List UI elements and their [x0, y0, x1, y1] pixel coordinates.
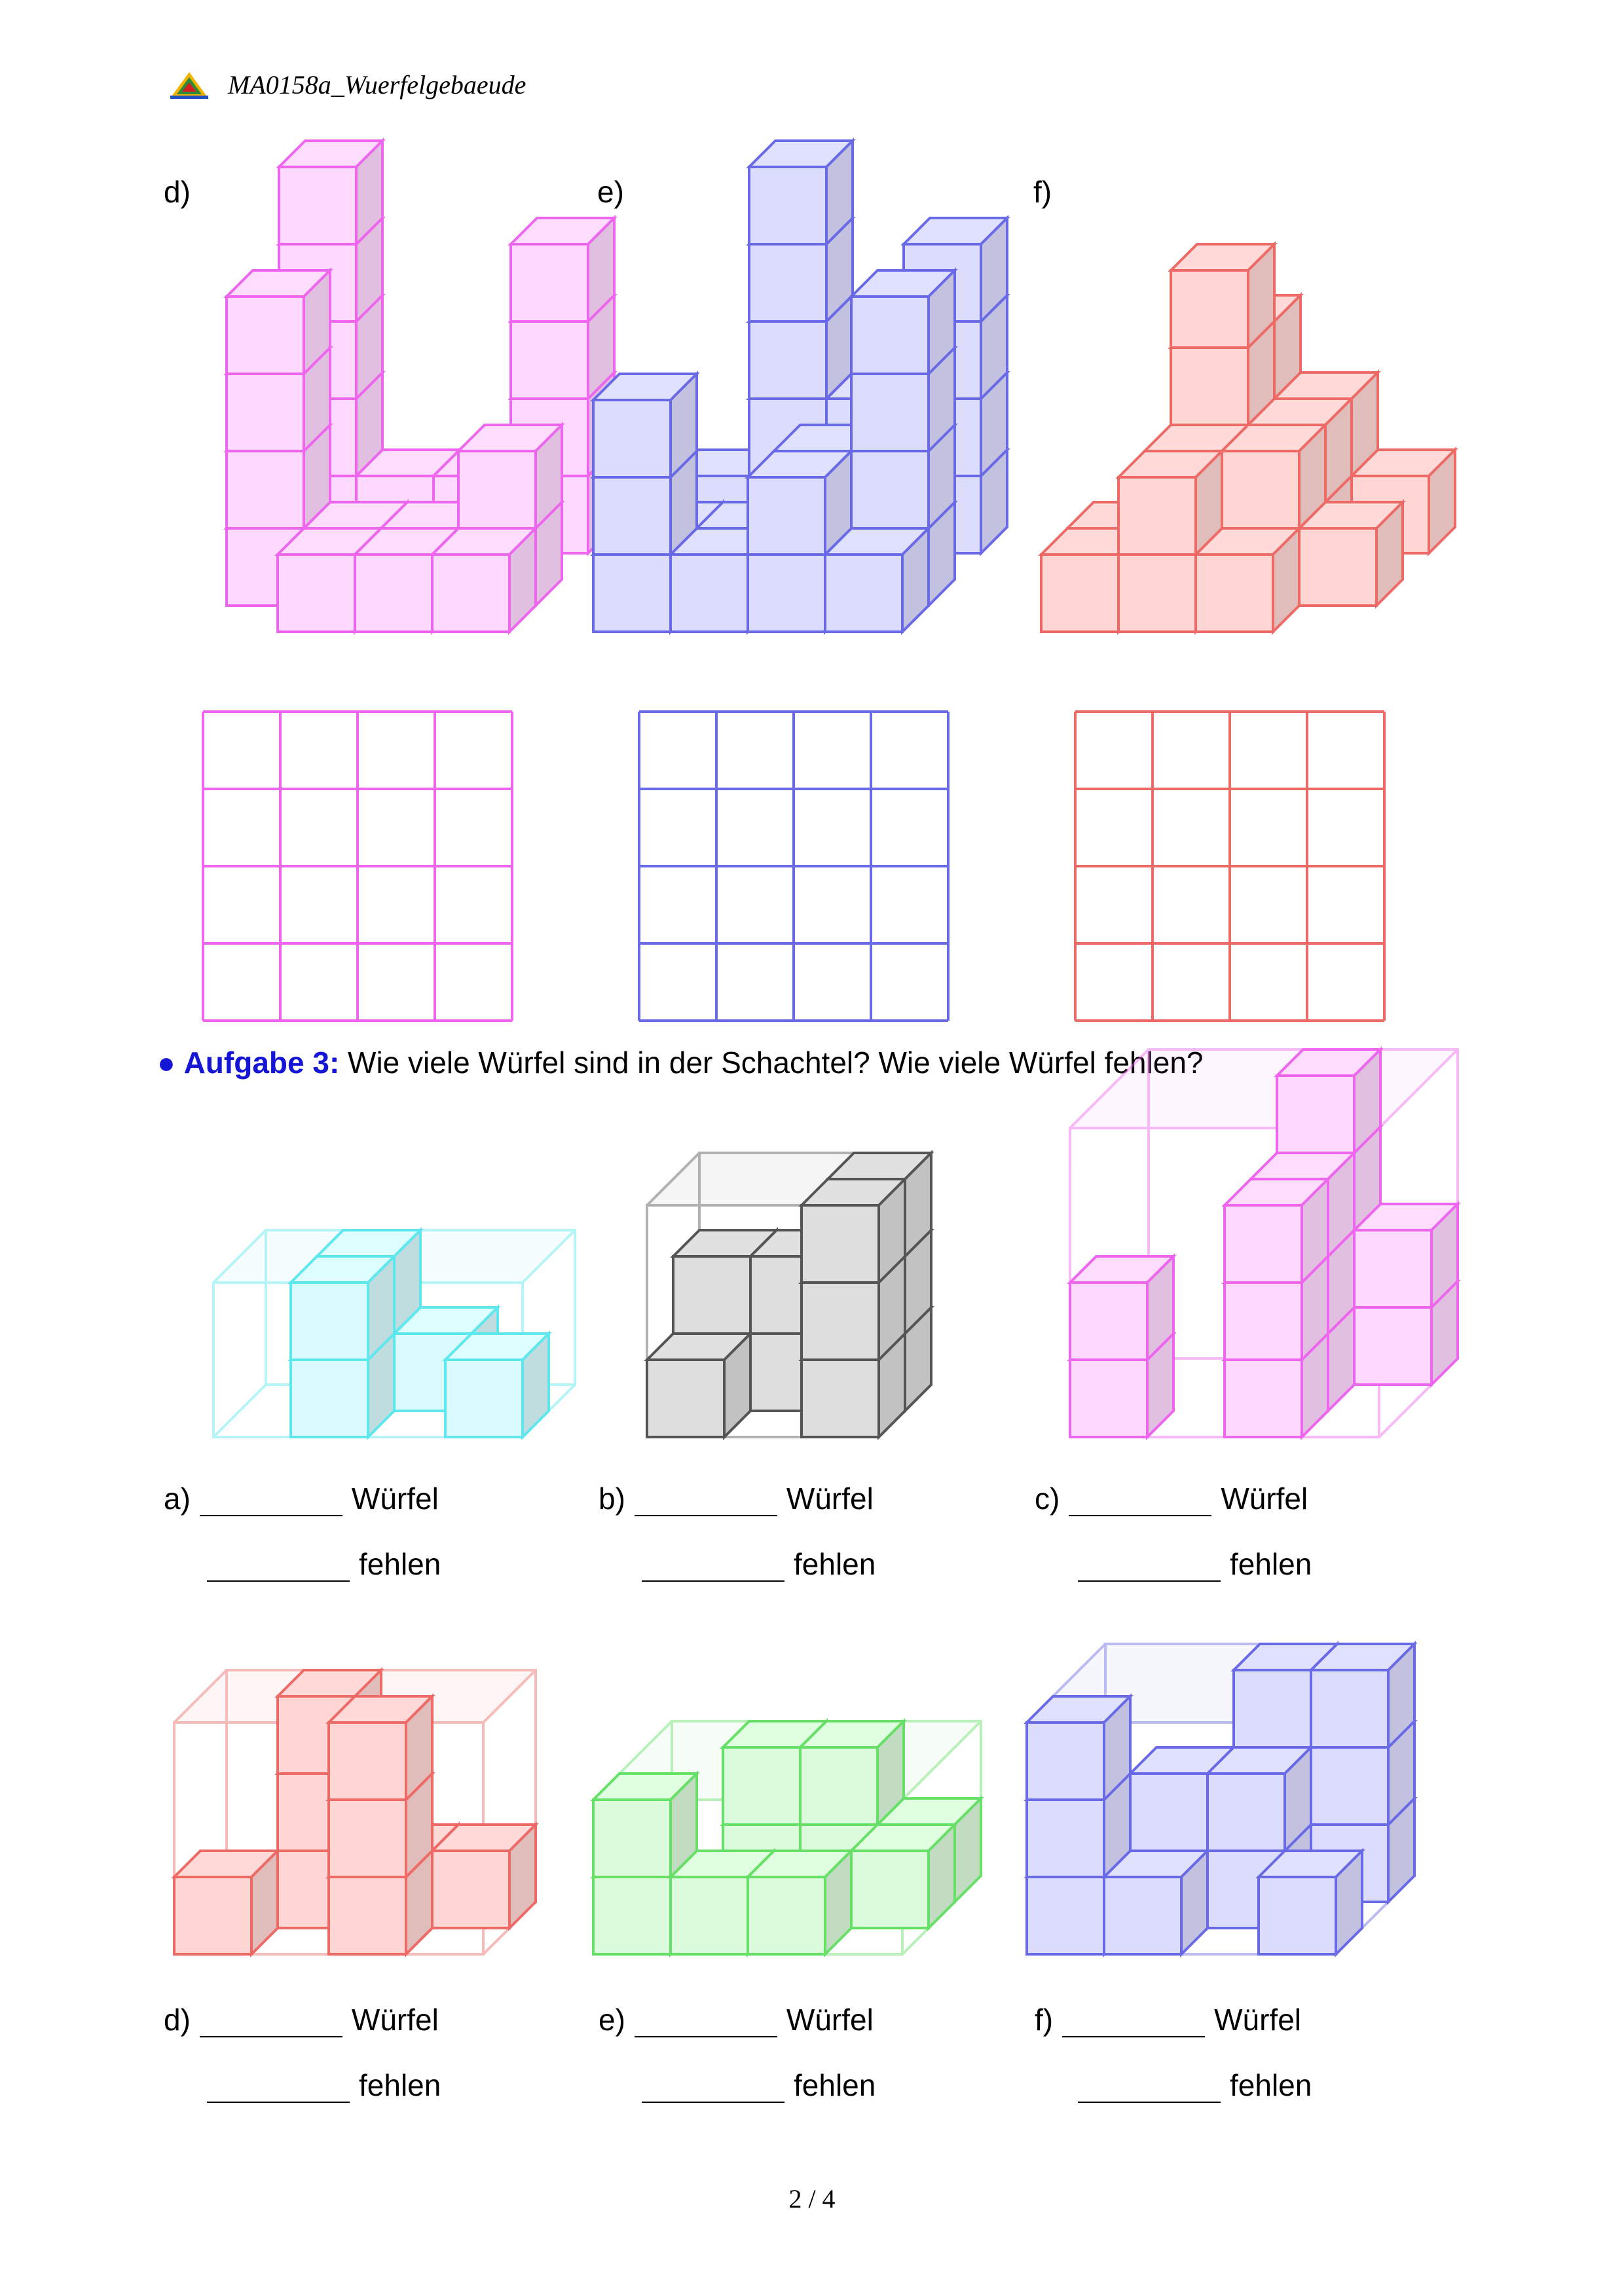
label-top-e: e): [597, 175, 624, 209]
document-title: MA0158a_Wuerfelgebaeude: [228, 70, 526, 100]
word-missing: fehlen: [794, 2068, 876, 2102]
label-top-f: f): [1033, 175, 1052, 209]
answer-b-missing: [642, 1546, 876, 1582]
word-missing: fehlen: [1230, 2068, 1312, 2102]
answer-a-missing: [207, 1546, 441, 1582]
answer-label-f: f): [1035, 2003, 1054, 2037]
answer-f-missing: [1078, 2068, 1312, 2103]
cube: [1104, 1851, 1208, 1954]
answer-b-cubes: [599, 1481, 874, 1516]
answer-a-cubes: [164, 1481, 439, 1516]
word-cubes: Würfel: [1221, 1482, 1308, 1516]
bullet-icon: ●: [157, 1046, 175, 1080]
task-question: Wie viele Würfel sind in der Schachtel? Wie viele Würfel fehlen?: [348, 1046, 1204, 1080]
answer-c-missing: [1078, 1546, 1312, 1582]
answer-label-b: b): [599, 1482, 625, 1516]
answer-blank-f-missing[interactable]: [1078, 2075, 1221, 2103]
answer-label-d: d): [164, 2003, 191, 2037]
word-missing: fehlen: [1230, 1547, 1312, 1581]
answer-e-cubes: [599, 2002, 874, 2037]
word-cubes: Würfel: [1214, 2003, 1302, 2037]
answer-blank-e-cubes[interactable]: [635, 2010, 777, 2037]
answer-blank-d-missing[interactable]: [207, 2075, 350, 2103]
answer-f-cubes: [1035, 2002, 1301, 2037]
answer-d-cubes: [164, 2002, 439, 2037]
word-cubes: Würfel: [351, 1482, 439, 1516]
answer-blank-b-cubes[interactable]: [635, 1489, 777, 1516]
cube: [1259, 1851, 1362, 1954]
cube: [1311, 1644, 1414, 1747]
word-cubes: Würfel: [786, 2003, 874, 2037]
task-name: Aufgabe 3:: [183, 1046, 340, 1080]
answer-blank-c-cubes[interactable]: [1069, 1489, 1211, 1516]
label-top-d: d): [164, 175, 191, 209]
answer-c-cubes: [1035, 1481, 1308, 1516]
answer-blank-f-cubes[interactable]: [1062, 2010, 1205, 2037]
word-cubes: Würfel: [351, 2003, 439, 2037]
answer-e-missing: [642, 2068, 876, 2103]
answer-label-e: e): [599, 2003, 625, 2037]
answer-blank-a-cubes[interactable]: [200, 1489, 342, 1516]
word-missing: fehlen: [359, 2068, 441, 2102]
answer-blank-c-missing[interactable]: [1078, 1554, 1221, 1582]
answer-blank-a-missing[interactable]: [207, 1554, 350, 1582]
answer-blank-e-missing[interactable]: [642, 2075, 784, 2103]
answer-blank-b-missing[interactable]: [642, 1554, 784, 1582]
word-missing: fehlen: [794, 1547, 876, 1581]
answer-blank-d-cubes[interactable]: [200, 2010, 342, 2037]
answer-label-a: a): [164, 1482, 191, 1516]
answer-label-c: c): [1035, 1482, 1060, 1516]
page-number: 2 / 4: [788, 2184, 836, 2214]
cube: [1208, 1747, 1311, 1851]
cube: [1027, 1696, 1130, 1800]
answer-d-missing: [207, 2068, 441, 2103]
word-cubes: Würfel: [786, 1482, 874, 1516]
word-missing: fehlen: [359, 1547, 441, 1581]
